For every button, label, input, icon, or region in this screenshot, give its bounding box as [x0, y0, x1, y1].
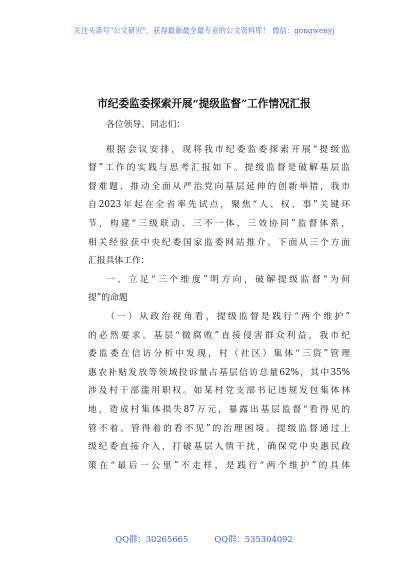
body-line: 督难题、推动全面从严治党向基层延伸的创新举措，我市 — [88, 181, 350, 192]
body-line: 自2023年起在全省率先试点，聚焦“人、权、事”关键环 — [88, 200, 350, 211]
body-line: 督”工作的实践与思考汇报如下。提级监督是破解基层监 — [88, 163, 350, 174]
body-line: 级纪委直接介入，打破基层人情干扰，确保党中央惠民政 — [88, 442, 350, 453]
body-line: 地，造成村集体损失87万元，暴露出基层监督“看得见的 — [88, 404, 350, 415]
body-line: 委监委在信访分析中发现，村（社区）集体“三资”管理 — [88, 349, 350, 360]
body-line: （一）从政治视角看，提级监督是践行“两个维护” — [106, 311, 350, 322]
body-line: 相关经验获中央纪委国家监委网站推介。下面从三个方面 — [88, 237, 350, 248]
body-line: 节，构建“三级联动、三不一体、三效协同”监督体系， — [88, 218, 350, 229]
footer-contacts — [0, 533, 408, 545]
document-body — [88, 116, 350, 475]
body-line: 惠农补贴发放等领域投诉量占基层信访总量62%，其中35% — [88, 367, 350, 378]
section-heading-line: 提”的命题 — [88, 293, 128, 304]
footer-qq-group-1: QQ群：30265665 — [115, 534, 189, 544]
body-line: 管不着、管得着的看不见”的治理困境。提级监督通过上 — [88, 423, 350, 434]
body-line: 的必然要求。基层“微腐败”直接侵害群众利益，我市纪 — [88, 330, 350, 341]
body-line: 根据会议安排，现将我市纪委监委探索开展“提级监 — [106, 144, 350, 155]
body-line: 汇报具体工作： — [88, 256, 150, 267]
salutation: 各位领导、同志们： — [106, 120, 186, 130]
body-line: 涉及村干部滥用职权。如某村党支部书记违规发包集体林 — [88, 386, 350, 397]
footer-qq-group-2: QQ群：535304092 — [214, 534, 293, 544]
document-title: 市纪委监委探索开展“提级监督”工作情况汇报 — [97, 98, 311, 110]
top-banner: 关注头条号"公文研究"，获得最新最全最专业的公文资料库！ 微信：gongwenyj — [73, 26, 335, 35]
section-heading-line: 一、立足“三个维度”明方向，破解提级监督“为何 — [106, 274, 350, 285]
body-line: 策在“最后一公里”不走样，是践行“两个维护”的具体 — [88, 460, 350, 471]
